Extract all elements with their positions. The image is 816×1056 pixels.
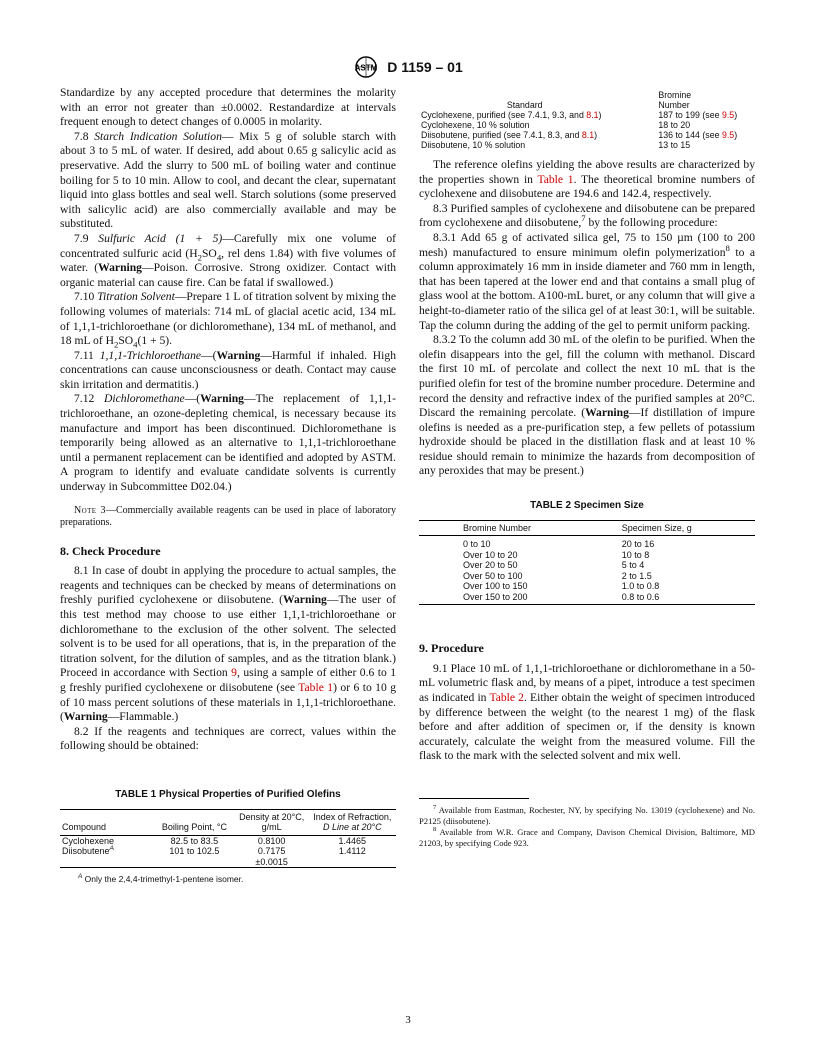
table-2-caption: TABLE 2 Specimen Size xyxy=(530,500,644,512)
paragraph-9-1: 9.1 Place 10 mL of 1,1,1-trichloroethane or dichloromethane in a 50-mL volumetric flask and, by means of a pipet, introduce a test specimen as indicated in Table 2. Either obtain the weight of specimen introduced by difference between the weight (to the nearest 1 mg) of the flask before and after addition of specimen or, if the density is known accurately, calculate the weight from the measured volume. Fill the flask to the mark with the selected solvent and mix well. xyxy=(419,661,756,763)
table-1-caption: TABLE 1 Physical Properties of Purified Olefins xyxy=(115,788,341,800)
table-1-header: Boiling Point, °C xyxy=(161,822,227,833)
page-number: 3 xyxy=(405,1014,411,1026)
table-row: Diisobutene, 10 % solution 13 to 15 xyxy=(421,140,691,150)
table-row: ±0.0015 xyxy=(60,857,396,868)
section-8-heading: 8. Check Procedure xyxy=(60,543,161,558)
paragraph-8-1: 8.1 In case of doubt in applying the procedure to actual samples, the reagents and techniques can be checked by means of determinations on freshly purified cyclohexene or diisobutene. (Warning—The user of this test method may choose to use either 1,1,1-trichloroethane or dichloromethane to the exclusion of the other solvent. The selected solvent is to be used for all operations, that is, in the preparation of the titration solvent, for the dilution of samples, and as the titration blank.) Proceed in accordance with Section 9, using a sample of either 0.6 to 1 g freshly purified cyclohexene or diisobutene (see Table 1) or 6 to 10 g of 10 mass percent solutions of these materials in 1,1,1-trichloroethane. (Warning—Flammable.) xyxy=(60,564,397,724)
table-2-header: Bromine Number xyxy=(463,522,532,533)
table-1-header: Density at 20°C, g/mL xyxy=(239,811,305,833)
footnote-7: $^7$ Available from Eastman, Rochester, NY, by specifying No. 13019 (cyclohexene) and No. P2125 (diisobutene). xyxy=(419,804,755,826)
footnotes xyxy=(419,805,755,849)
paragraph-7-10: 7.10 Titration Solvent—Prepare 1 L of titration solvent by mixing the following volumes of materials: 714 mL of glacial acetic acid, 134 mL of 1,1,1-trichloroethane (or dichloromethane), 134 mL of methanol, and 18 mL of $H_2SO_4(1 + 5)$. xyxy=(60,290,396,350)
paragraph-8-3-2: 8.3.2 To the column add 30 mL of the olefin to be purified. When the olefin disappears into the gel, fill the column with methanol. Discard the first 10 mL of percolate and collect the next 10 mL that is the purified olefin for test of the bromine number procedure. Determine and record the density and refractive index of the purified samples at 20°C. Discard the remaining percolate. (Warning—If distillation of impure olefins is needed as a pre-purification step, a few pellets of potassium hydroxide should be placed in the distillation flask and at least 10 % residue should remain to minimize the hazards from decomposition of any peroxides that may be present.) xyxy=(419,333,756,478)
bromine-number-table: Bromine Standard Number Cyclohexene, purified (see 7.4.1, 9.3, and 8.1) 187 to 199 (see 9.5) Cyclohexene, 10 % solution 18 to 20 Diisobutene, purified (see 7.4.1, 8.3, and 8.1) 136 to 144 (see 9.5) Diisobutene, 10 % solution 13 to 15 xyxy=(419,90,755,150)
table-1-header: Compound xyxy=(62,822,107,833)
paragraph-7-12: 7.12 Dichloromethane—(Warning—The replacement of 1,1,1-trichloroethane, an ozone-depleting chemical, is necessary because its manufacture and import has been discontinued. Dichloromethane is temporarily being allowed as an alternative to 1,1,1-trichloroethane until a permanent replacement can be identified and adopted by ASTM. A program to identify and evaluate candidate solvents is currently underway in Subcommittee D02.04.) xyxy=(60,392,396,494)
designation: D 1159 – 01 xyxy=(387,59,463,75)
table-row: Over 50 to 100 2 to 1.5 xyxy=(463,570,652,581)
footnote-8: $^8$ Available from W.R. Grace and Company, Davison Chemical Division, Baltimore, MD 21203, by specifying Code 923. xyxy=(419,826,755,848)
table-1-link[interactable]: Table 1 xyxy=(298,680,334,694)
table-row: Diisobutene$^A$ 101 to 102.5 0.7175 1.4112 xyxy=(62,845,366,857)
paragraph-8-2: 8.2 If the reagents and techniques are correct, values within the following should be obtained: xyxy=(60,724,396,753)
left-column xyxy=(60,86,396,887)
astm-logo-icon xyxy=(353,56,379,78)
table-row: Cyclohexene, purified (see 7.4.1, 9.3, and 8.1) 187 to 199 (see 9.5) xyxy=(421,110,738,120)
table-row: Over 150 to 200 0.8 to 0.6 xyxy=(419,592,755,605)
table-2 xyxy=(419,499,755,605)
paragraph-7-9: 7.9 Sulfuric Acid (1 + 5)—Carefully mix one volume of concentrated sulfuric acid ($H_2SO_4$, rel dens 1.84) with five volumes of water. (Warning—Poison. Corrosive. Strong oxidizer. Contact with organic material can cause fire. Can be fatal if swallowed.) xyxy=(60,231,397,289)
table-1-footnote: $^A$ Only the 2,4,4-trimethyl-1-pentene isomer. xyxy=(78,873,244,885)
section-9-heading: 9. Procedure xyxy=(419,641,484,656)
table-2-link[interactable]: Table 2 xyxy=(489,690,524,704)
paragraph-8-3: 8.3 Purified samples of cyclohexene and diisobutene can be prepared from cyclohexene and diisobutene,$^7$ by the following procedure: xyxy=(419,201,755,230)
footnote-divider xyxy=(419,798,529,799)
paragraph-standardize: Standardize by any accepted procedure that determines the molarity with an error not greater than ±0.0002. Restandardize at intervals frequent enough to detect changes of 0.0005 in molarity. xyxy=(60,86,396,129)
paragraph-7-11: 7.11 1,1,1-Trichloroethane—(Warning—Harmful if inhaled. High concentrations can cause unconsciousness or death. Contact may cause skin irritation and dermatitis.) xyxy=(60,348,396,391)
table-row: Cyclohexene, 10 % solution 18 to 20 xyxy=(421,120,691,130)
table-row: Over 10 to 20 10 to 8 xyxy=(463,549,650,560)
table-1 xyxy=(60,788,396,887)
table-row: Over 20 to 50 5 to 4 xyxy=(463,560,645,571)
right-column xyxy=(419,90,755,849)
page-header xyxy=(0,56,816,78)
svg-text:ASTM: ASTM xyxy=(354,63,378,73)
paragraph-reference-olefins: The reference olefins yielding the above results are characterized by the properties shown in Table 1. The theoretical bromine numbers of cyclohexene and diisobutene are 194.6 and 142.4, respectively. xyxy=(419,158,755,201)
table-1-header: Index of Refraction, D Line at 20°C xyxy=(313,811,392,833)
paragraph-7-8: 7.8 Starch Indication Solution— Mix 5 g of soluble starch with about 3 to 5 mL of water. If desired, add about 0.65 g salicylic acid as preservative. Add the slurry to 500 mL of boiling water and continue boiling for 5 to 10 min. Allow to cool, and decant the clear, supernatant liquid into glass bottles and seal well. Starch solutions (some preserved with salicylic acid) are also commercially available and may be substituted. xyxy=(60,129,396,231)
table-row: Diisobutene, purified (see 7.4.1, 8.3, and 8.1) 136 to 144 (see 9.5) xyxy=(421,130,738,140)
table-1-link[interactable]: Table 1 xyxy=(537,172,574,186)
note-3: Note 3—Commercially available reagents can be used in place of laboratory preparations. xyxy=(60,504,396,529)
paragraph-8-3-1: 8.3.1 Add 65 g of activated silica gel, 75 to 150 µm (100 to 200 mesh) manufactured to ensure minimum olefin polymerization$^8$ to a column approximately 16 mm in inside diameter and 760 mm in length, that has been tapered at the lower end and that contains a small plug of glass wool at the bottom. A100-mL buret, or any column that will give a height-to-diameter ratio of the silica gel of at least 30:1, will be suitable. Tap the column during the adding of the gel to permit uniform packing. xyxy=(419,230,755,332)
table-2-header: Specimen Size, g xyxy=(621,522,692,533)
table-row: Cyclohexene 82.5 to 83.5 0.8100 1.4465 xyxy=(62,835,367,846)
table-row: Over 100 to 150 1.0 to 0.8 xyxy=(463,581,660,592)
section-9-link[interactable]: 9 xyxy=(231,666,237,680)
table-row: 0 to 10 20 to 16 xyxy=(463,539,655,550)
